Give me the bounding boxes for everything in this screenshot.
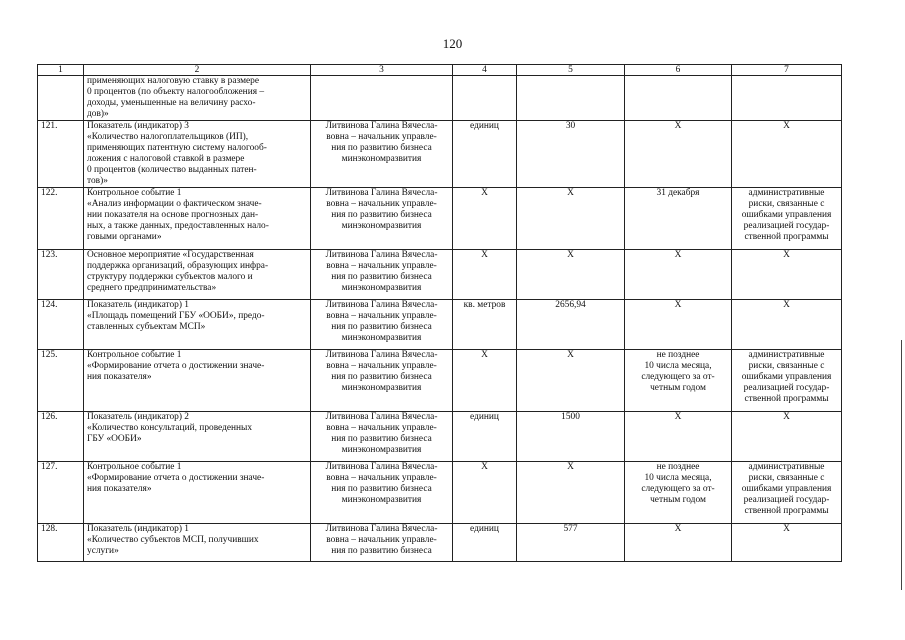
event-name-cell: Показатель (индикатор) 1 «Количество субъектов МСП, получивших услуги» (84, 524, 311, 562)
deadline-cell: X (625, 250, 732, 300)
value-cell: 1500 (517, 412, 625, 462)
deadline-cell: X (625, 121, 732, 188)
table-row-continuation (38, 76, 842, 121)
responsible-cell: Литвинова Галина Вячесла- вовна – начальник управле- ния по развитию бизнеса минэкономразвития (311, 300, 453, 350)
value-cell: 30 (517, 121, 625, 188)
responsible-cell: Литвинова Галина Вячесла- вовна – начальник управле- ния по развитию бизнеса минэкономразвития (311, 412, 453, 462)
deadline-cell: X (625, 524, 732, 562)
event-name-cell: Показатель (индикатор) 2 «Количество консультаций, проведенных ГБУ «ООБИ» (84, 412, 311, 462)
responsible-cell: Литвинова Галина Вячесла- вовна – начальник управле- ния по развитию бизнеса (311, 524, 453, 562)
unit-cell: X (453, 462, 517, 524)
deadline-cell: 31 декабря (625, 188, 732, 250)
risk-cell: X (732, 524, 842, 562)
value-cell: X (517, 188, 625, 250)
unit-cell: X (453, 250, 517, 300)
unit-cell: X (453, 188, 517, 250)
row-number-cell: 123. (38, 250, 84, 300)
value-cell: X (517, 350, 625, 412)
value-cell: 2656,94 (517, 300, 625, 350)
event-name-cell: Показатель (индикатор) 1 «Площадь помещений ГБУ «ООБИ», предо- ставленных субъектам МСП» (84, 300, 311, 350)
plan-table (37, 64, 842, 562)
table-row (38, 188, 842, 250)
column-header: 5 (517, 65, 625, 76)
event-name-cell: Показатель (индикатор) 3 «Количество налогоплательщиков (ИП), применяющих патентную систему налогооб- ложения с налоговой ставкой в размере 0 процентов (количество выданных патен- тов)» (84, 121, 311, 188)
risk-cell: X (732, 300, 842, 350)
table-row (38, 300, 842, 350)
unit-cell: единиц (453, 412, 517, 462)
risk-cell (732, 76, 842, 121)
table-row (38, 412, 842, 462)
risk-cell: административные риски, связанные с ошибками управления реализацией государ- ственной программы (732, 462, 842, 524)
row-number-cell (38, 76, 84, 121)
responsible-cell (311, 76, 453, 121)
unit-cell: единиц (453, 121, 517, 188)
event-name-cell: Контрольное событие 1 «Формирование отчета о достижении значе- ния показателя» (84, 462, 311, 524)
responsible-cell: Литвинова Галина Вячесла- вовна – начальник управле- ния по развитию бизнеса минэкономразвития (311, 250, 453, 300)
row-number-cell: 126. (38, 412, 84, 462)
row-number-cell: 127. (38, 462, 84, 524)
column-header: 4 (453, 65, 517, 76)
unit-cell: кв. метров (453, 300, 517, 350)
value-cell: X (517, 250, 625, 300)
column-header: 1 (38, 65, 84, 76)
risk-cell: X (732, 121, 842, 188)
table-row (38, 121, 842, 188)
row-number-cell: 125. (38, 350, 84, 412)
column-header: 3 (311, 65, 453, 76)
column-header: 6 (625, 65, 732, 76)
column-header: 2 (84, 65, 311, 76)
risk-cell: административные риски, связанные с ошибками управления реализацией государ- ственной программы (732, 188, 842, 250)
risk-cell: X (732, 412, 842, 462)
deadline-cell: X (625, 412, 732, 462)
table-row (38, 524, 842, 562)
responsible-cell: Литвинова Галина Вячесла- вовна – начальник управле- ния по развитию бизнеса минэкономразвития (311, 462, 453, 524)
deadline-cell: X (625, 300, 732, 350)
value-cell: 577 (517, 524, 625, 562)
deadline-cell (625, 76, 732, 121)
event-name-cell: Контрольное событие 1 «Формирование отчета о достижении значе- ния показателя» (84, 350, 311, 412)
table-row (38, 250, 842, 300)
page-number: 120 (442, 36, 463, 51)
event-name-cell: Основное мероприятие «Государственная поддержка организаций, образующих инфра- структуру поддержки субъектов малого и среднего предпринимательства» (84, 250, 311, 300)
unit-cell (453, 76, 517, 121)
row-number-cell: 122. (38, 188, 84, 250)
row-number-cell: 128. (38, 524, 84, 562)
risk-cell: X (732, 250, 842, 300)
unit-cell: единиц (453, 524, 517, 562)
event-name-cell: применяющих налоговую ставку в размере 0 процентов (по объекту налогообложения – доходы, уменьшенные на величину расхо- дов)» (84, 76, 311, 121)
margin-rule (901, 340, 902, 590)
responsible-cell: Литвинова Галина Вячесла- вовна – начальник управле- ния по развитию бизнеса минэкономразвития (311, 121, 453, 188)
unit-cell: X (453, 350, 517, 412)
responsible-cell: Литвинова Галина Вячесла- вовна – начальник управле- ния по развитию бизнеса минэкономразвития (311, 188, 453, 250)
column-header: 7 (732, 65, 842, 76)
row-number-cell: 121. (38, 121, 84, 188)
deadline-cell: не позднее 10 числа месяца, следующего за от- четным годом (625, 462, 732, 524)
table-row (38, 350, 842, 412)
value-cell: X (517, 462, 625, 524)
deadline-cell: не позднее 10 числа месяца, следующего за от- четным годом (625, 350, 732, 412)
column-number-row (38, 65, 842, 76)
table-row (38, 462, 842, 524)
value-cell (517, 76, 625, 121)
responsible-cell: Литвинова Галина Вячесла- вовна – начальник управле- ния по развитию бизнеса минэкономразвития (311, 350, 453, 412)
event-name-cell: Контрольное событие 1 «Анализ информации о фактическом значе- нии показателя на основе прогнозных дан- ных, а также данных, предоставленных нало- говыми органами» (84, 188, 311, 250)
row-number-cell: 124. (38, 300, 84, 350)
risk-cell: административные риски, связанные с ошибками управления реализацией государ- ственной программы (732, 350, 842, 412)
